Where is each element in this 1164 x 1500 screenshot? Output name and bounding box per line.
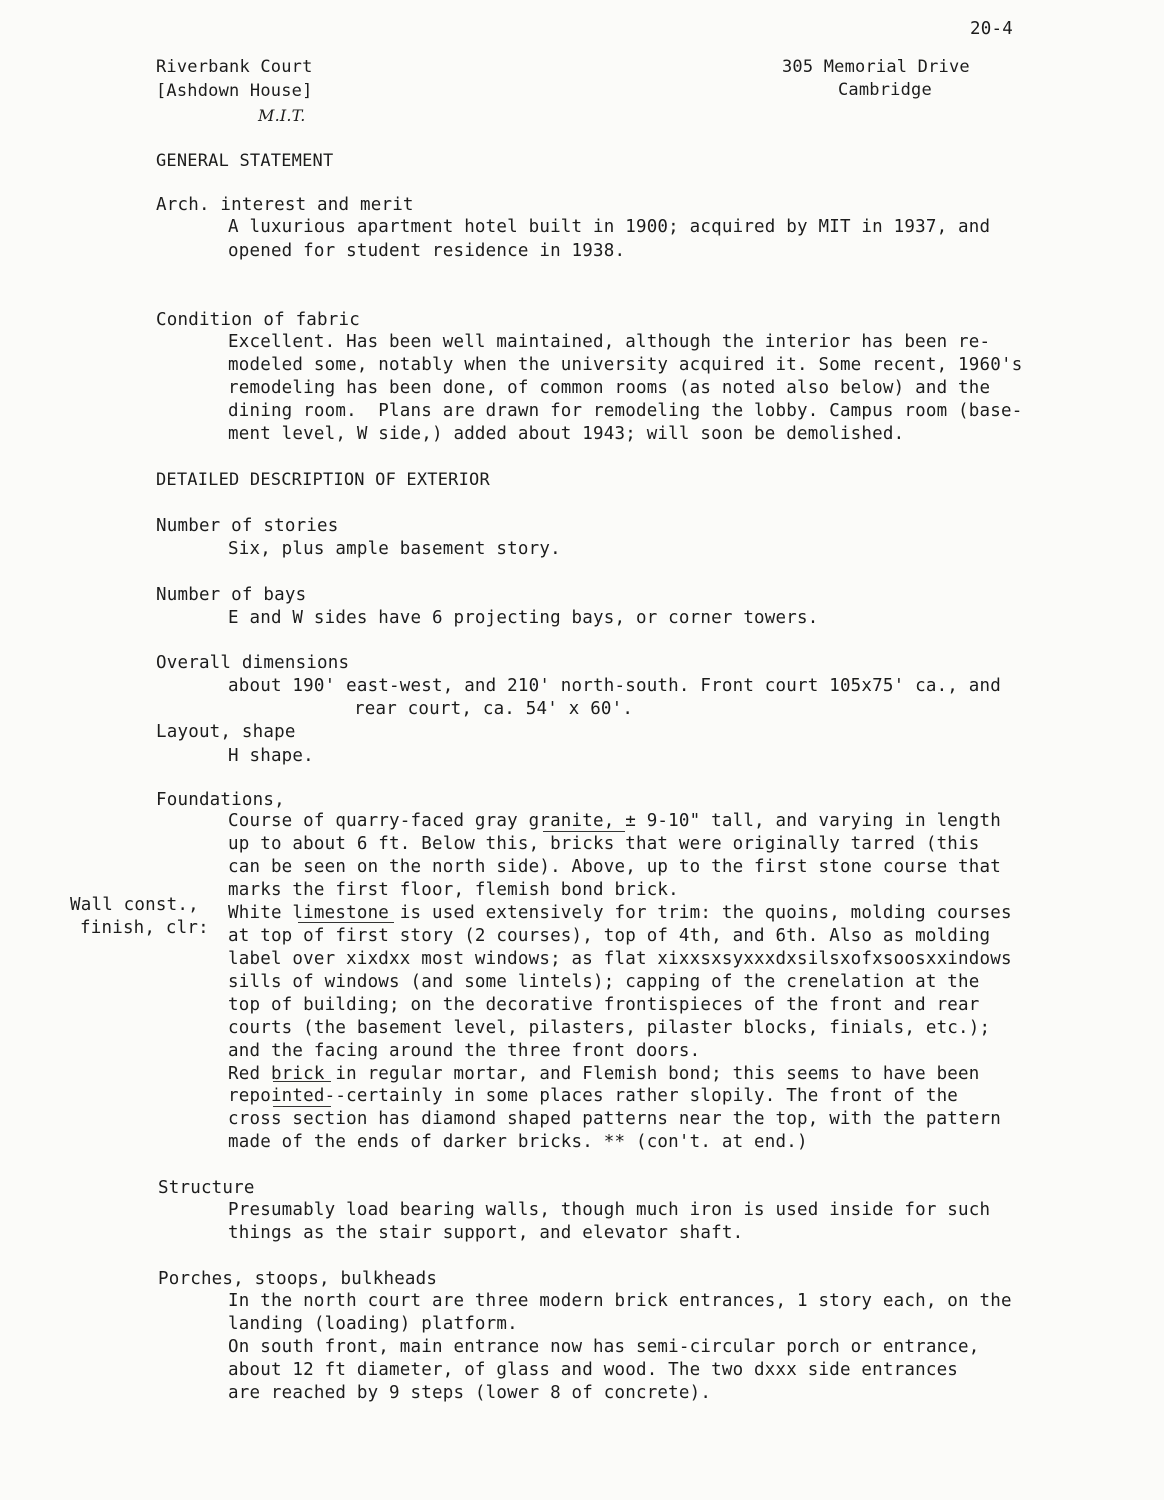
general-statement-heading: GENERAL STATEMENT — [156, 151, 334, 171]
granite-underline — [543, 831, 625, 832]
stories-label: Number of stories — [156, 516, 339, 536]
structure-label: Structure — [158, 1178, 255, 1198]
foundations-line: Course of quarry-faced gray granite, ± 9-10" tall, and varying in length — [228, 811, 1001, 831]
structure-line: Presumably load bearing walls, though much iron is used inside for such — [228, 1200, 991, 1220]
porches-line: landing (loading) platform. — [228, 1314, 518, 1334]
layout-value: H shape. — [228, 746, 314, 766]
foundations-label: Foundations, — [156, 790, 285, 810]
foundations-line: can be seen on the north side). Above, up to the first stone course that — [228, 857, 1001, 877]
wall-line: cross section has diamond shaped patterns near the top, with the pattern — [228, 1109, 1001, 1129]
wall-line: label over xixdxx most windows; as flat xixxsxsyxxxdxsilsxofxsoosxxindows — [228, 949, 1012, 969]
wall-label: finish, clr: — [80, 918, 209, 938]
wall-line: repointed--certainly in some places rather slopily. The front of the — [228, 1086, 959, 1106]
foundations-line: marks the first floor, flemish bond brick. — [228, 880, 679, 900]
dimensions-line: rear court, ca. 54' x 60'. — [354, 699, 634, 719]
structure-line: things as the stair support, and elevator shaft. — [228, 1223, 744, 1243]
porches-line: about 12 ft diameter, of glass and wood. The two dxxx side entrances — [228, 1360, 959, 1380]
former-name: [Ashdown House] — [156, 81, 313, 101]
condition-label: Condition of fabric — [156, 310, 360, 330]
building-name: Riverbank Court — [156, 57, 313, 77]
wall-line: made of the ends of darker bricks. ** (con't. at end.) — [228, 1132, 808, 1152]
arch-interest-label: Arch. interest and merit — [156, 195, 414, 215]
wall-line: White limestone is used extensively for trim: the quoins, molding courses — [228, 903, 1012, 923]
condition-line: dining room. Plans are drawn for remodeling the lobby. Campus room (base- — [228, 401, 1023, 421]
wall-line: and the facing around the three front doors. — [228, 1041, 701, 1061]
wall-label: Wall const., — [70, 895, 199, 915]
handwritten-note: M.I.T. — [258, 106, 306, 125]
porches-line: On south front, main entrance now has semi-circular porch or entrance, — [228, 1337, 980, 1357]
condition-line: ment level, W side,) added about 1943; will soon be demolished. — [228, 424, 905, 444]
page-number: 20-4 — [970, 19, 1013, 39]
condition-line: Excellent. Has been well maintained, although the interior has been re- — [228, 332, 991, 352]
layout-label: Layout, shape — [156, 722, 296, 742]
bays-value: E and W sides have 6 projecting bays, or corner towers. — [228, 608, 819, 628]
condition-line: modeled some, notably when the university acquired it. Some recent, 1960's — [228, 355, 1023, 375]
exterior-heading: DETAILED DESCRIPTION OF EXTERIOR — [156, 470, 490, 490]
dimensions-line: about 190' east-west, and 210' north-south. Front court 105x75' ca., and — [228, 676, 1001, 696]
porches-line: are reached by 9 steps (lower 8 of concrete). — [228, 1383, 712, 1403]
wall-line: top of building; on the decorative frontispieces of the front and rear — [228, 995, 980, 1015]
arch-line: A luxurious apartment hotel built in 1900; acquired by MIT in 1937, and — [228, 217, 991, 237]
address-line2: Cambridge — [838, 80, 932, 100]
porches-label: Porches, stoops, bulkheads — [158, 1269, 438, 1289]
wall-line: at top of first story (2 courses), top of 4th, and 6th. Also as molding — [228, 926, 991, 946]
address-line1: 305 Memorial Drive — [782, 57, 970, 77]
bays-label: Number of bays — [156, 585, 307, 605]
wall-line: sills of windows (and some lintels); capping of the crenelation at the — [228, 972, 980, 992]
dimensions-label: Overall dimensions — [156, 653, 350, 673]
arch-line: opened for student residence in 1938. — [228, 241, 626, 261]
porches-line: In the north court are three modern brick entrances, 1 story each, on the — [228, 1291, 1012, 1311]
wall-line: courts (the basement level, pilasters, pilaster blocks, finials, etc.); — [228, 1018, 991, 1038]
wall-line: Red brick in regular mortar, and Flemish bond; this seems to have been — [228, 1064, 980, 1084]
stories-value: Six, plus ample basement story. — [228, 539, 561, 559]
foundations-line: up to about 6 ft. Below this, bricks that were originally tarred (this — [228, 834, 980, 854]
condition-line: remodeling has been done, of common rooms (as noted also below) and the — [228, 378, 991, 398]
